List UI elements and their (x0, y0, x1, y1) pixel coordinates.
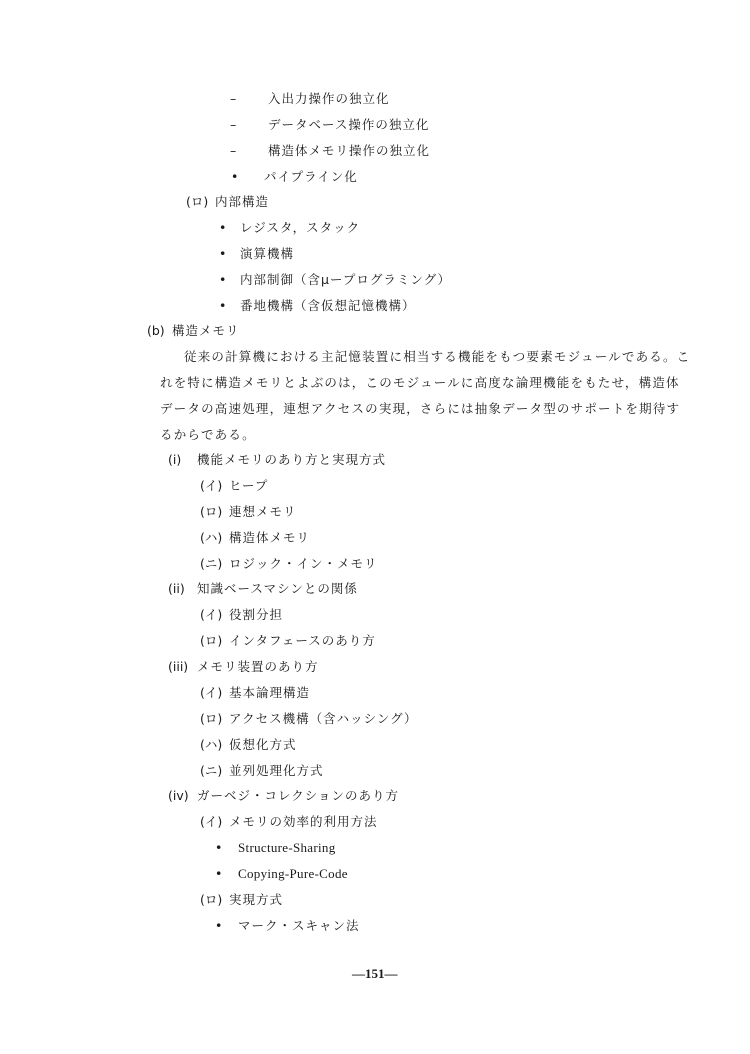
list-marker: (b) (147, 323, 165, 338)
list-marker: (i) (168, 452, 182, 467)
section-heading: 機能メモリのあり方と実現方式 (197, 452, 387, 467)
list-item: 仮想化方式 (229, 737, 297, 752)
list-item: 構造体メモリ (229, 530, 311, 545)
section-heading: 構造メモリ (172, 323, 240, 338)
bullet-marker: • (215, 866, 223, 881)
list-item: 実現方式 (229, 892, 284, 907)
list-marker: (ii) (168, 581, 185, 596)
list-item: 構造体メモリ操作の独立化 (268, 143, 431, 158)
list-marker: (ロ) (200, 633, 223, 648)
list-marker: (イ) (200, 478, 223, 493)
list-item: Copying-Pure-Code (238, 866, 348, 881)
list-marker: (イ) (200, 607, 223, 622)
dash-marker: – (230, 91, 237, 106)
list-item: メモリの効率的利用方法 (229, 814, 378, 829)
list-item: ロジック・イン・メモリ (229, 556, 378, 571)
list-marker: (ハ) (200, 737, 223, 752)
list-marker: (ニ) (200, 556, 223, 571)
list-marker: (ロ) (186, 194, 209, 209)
dash-marker: – (230, 117, 237, 132)
list-item: 内部制御（含μープログラミング） (240, 272, 451, 287)
bullet-marker: • (215, 918, 223, 933)
dash-marker: – (230, 143, 237, 158)
list-item: 入出力操作の独立化 (268, 91, 390, 106)
list-marker: (ロ) (200, 892, 223, 907)
list-item: アクセス機構（含ハッシング） (229, 711, 418, 726)
list-item: 演算機構 (240, 246, 295, 261)
section-heading: 知識ベースマシンとの関係 (197, 581, 358, 596)
bullet-marker: • (215, 840, 223, 855)
section-heading: 内部構造 (215, 194, 270, 209)
bullet-marker: • (219, 220, 227, 235)
section-heading: ガーベジ・コレクションのあり方 (197, 788, 400, 803)
list-item: 役割分担 (229, 607, 284, 622)
paragraph-line: るからである。 (160, 427, 256, 442)
list-marker: (ロ) (200, 711, 223, 726)
list-item: 番地機構（含仮想記憶機構） (240, 298, 416, 313)
list-marker: (ロ) (200, 504, 223, 519)
list-item: 基本論理構造 (229, 685, 311, 700)
paragraph-line: 従来の計算機における主記憶装置に相当する機能をもつ要素モジュールである。こ (184, 349, 691, 364)
list-item: ヒープ (229, 478, 269, 493)
list-item: Structure-Sharing (238, 840, 336, 855)
list-item: データベース操作の独立化 (268, 117, 430, 132)
list-marker: (イ) (200, 685, 223, 700)
list-marker: (ニ) (200, 763, 223, 778)
list-item: インタフェースのあり方 (229, 633, 376, 648)
paragraph-line: れを特に構造メモリとよぶのは，このモジュールに高度な論理機能をもたせ，構造体 (160, 375, 680, 390)
list-item: 連想メモリ (229, 504, 297, 519)
list-item: 並列処理化方式 (229, 763, 324, 778)
list-marker: (ハ) (200, 530, 223, 545)
list-item: マーク・スキャン法 (238, 918, 360, 933)
bullet-marker: • (231, 169, 239, 184)
bullet-marker: • (219, 298, 227, 313)
page-number: —151— (352, 966, 398, 981)
bullet-marker: • (219, 246, 227, 261)
list-marker: (イ) (200, 814, 223, 829)
paragraph-line: データの高速処理，連想アクセスの実現，さらには抽象データ型のサポートを期待す (160, 401, 681, 416)
list-marker: (iv) (168, 788, 189, 803)
list-item: レジスタ，スタック (240, 220, 361, 235)
bullet-marker: • (219, 272, 227, 287)
section-heading: メモリ装置のあり方 (197, 659, 319, 674)
list-item: パイプライン化 (264, 169, 358, 184)
list-marker: (iii) (168, 659, 189, 674)
